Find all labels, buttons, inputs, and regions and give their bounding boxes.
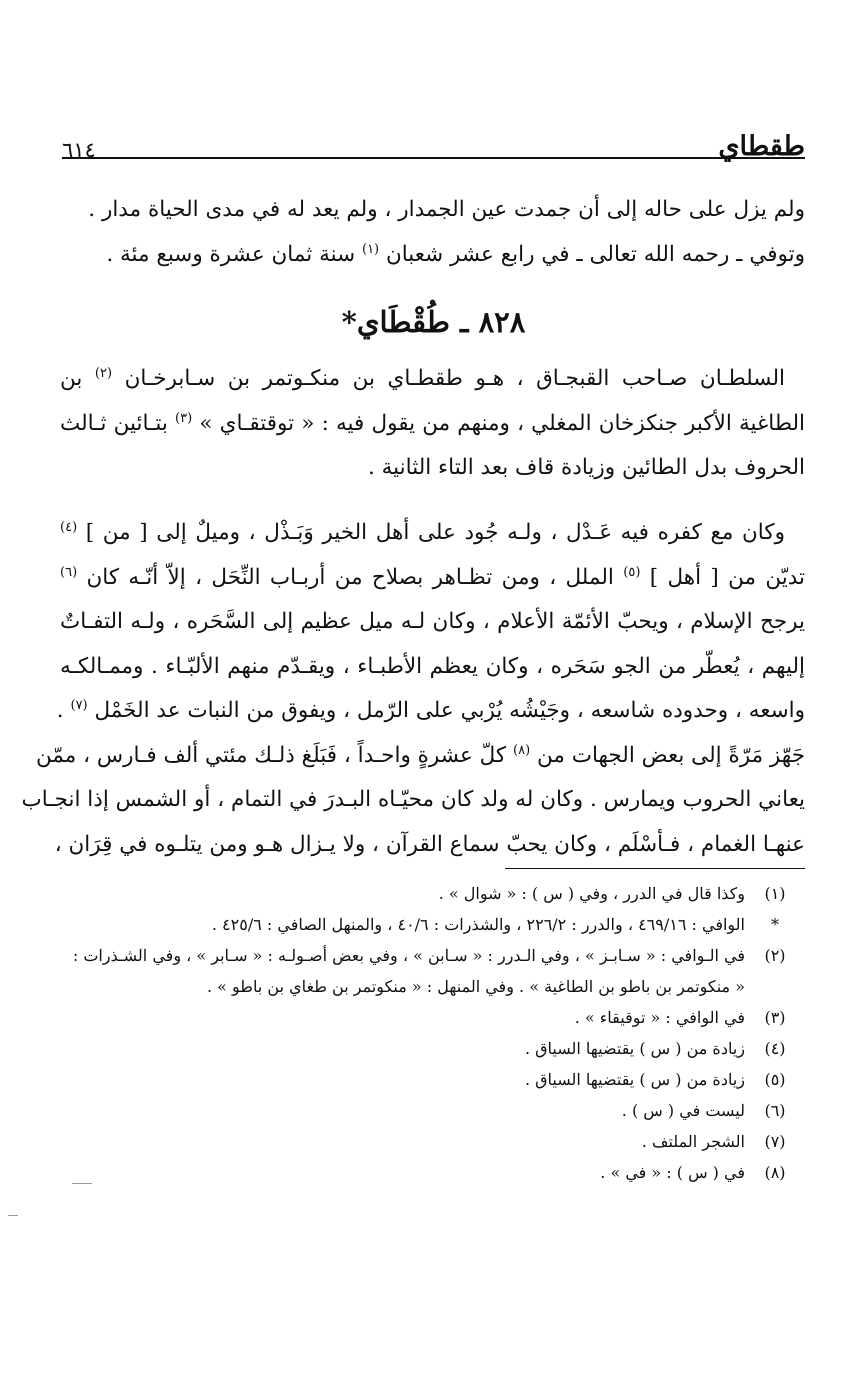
text-line	[60, 556, 805, 601]
scan-mark	[72, 1183, 92, 1184]
paragraph-2	[21, 511, 806, 867]
entry-heading: ٨٢٨ ـ طُقْطَاي*	[341, 305, 526, 339]
footnote	[60, 1126, 805, 1157]
note-ref: (٨)	[513, 742, 531, 758]
text-segment: جَهّز مَرّةً إلى بعض الجهات من	[536, 742, 805, 768]
text-line: ولم يزل على حاله إلى أن جمدت عين الجمدار ، ولم يعد له في مدى الحياة مدار .	[88, 197, 805, 222]
text-line	[60, 511, 805, 556]
footnote	[60, 878, 805, 909]
text-segment: الملل ، ومن تظـاهر بصلاح من أربـاب النِّحَل ، إلاّ أنّـه كان	[86, 564, 614, 590]
footnote-number: (٦)	[764, 1101, 786, 1120]
text-segment: واسعه ، وحدوده شاسعه ، وجَيْشُه يُرْبي على الرّمل ، ويفوق من النبات عد الخَمْل	[94, 698, 805, 723]
text-segment: وكان مع كفره فيه عَـدْل ، ولـه جُود على أهل الخير وَبَـذْل ، وميلٌ إلى [ من ]	[85, 520, 785, 545]
footnote-number: (٣)	[764, 1008, 786, 1027]
text-segment: السلطـان صـاحب القبجـاق ، هـو طقطـاي بن منكـوتمر بن سـابرخـان	[124, 366, 786, 391]
text-segment: كلّ عشرةٍ واحـداً ، فَبَلَغ ذلـك مئتي ألف فـارس ، ممّن	[35, 742, 507, 768]
footnote-text: زيادة من ( س ) يقتضيها السياق .	[524, 1039, 745, 1058]
footnote	[60, 1157, 805, 1188]
footnote-text: وكذا قال في الدرر ، وفي ( س ) : « شوال » .	[438, 884, 745, 903]
note-ref: (٢)	[94, 365, 113, 381]
text-line: إليهم ، يُعطّر من الجو سَحَره ، وكان يعظم الأطبـاء ، ويقـدّم منهم الألبّـاء . وممـالكـه	[60, 653, 805, 679]
note-ref: (١)	[361, 241, 380, 257]
footnote-rule	[505, 868, 805, 869]
text-line: الحروف بدل الطائين وزيادة قاف بعد التاء الثانية .	[367, 455, 805, 480]
footnote	[60, 1064, 805, 1095]
page-header	[62, 122, 805, 162]
footnote-number: (٢)	[764, 946, 786, 965]
text-segment: سنة ثمان عشرة وسبع مئة .	[106, 241, 356, 267]
scan-mark	[8, 1215, 18, 1216]
paragraph-1	[60, 357, 805, 491]
text-line	[35, 734, 805, 779]
footnote-text: زيادة من ( س ) يقتضيها السياق .	[524, 1070, 745, 1089]
page-number: ٦١٤	[62, 138, 96, 162]
footnote-text: في الوافي : « توقيقاء » .	[574, 1008, 745, 1027]
footnote-number: *	[771, 915, 779, 934]
footnote	[60, 940, 805, 971]
footnote	[60, 909, 805, 940]
footnote-text: في ( س ) : « في » .	[600, 1163, 745, 1182]
footnote-number: (٥)	[764, 1070, 786, 1089]
text-line: يرجح الإسلام ، ويحبّ الأئمّة الأعلام ، وكان لـه ميل عظيم إلى السَّحَره ، ولـه التفـاتٌ	[60, 609, 805, 634]
footnote	[60, 1002, 805, 1033]
note-ref: (٧)	[70, 697, 88, 713]
note-ref: (٤)	[60, 519, 78, 535]
footnote-number: (٨)	[764, 1163, 786, 1182]
footnotes	[60, 878, 805, 1188]
text-line: واسعه ، وحدوده شاسعه ، وجَيْشُه يُرْبي على الرّمل ، ويفوق من النبات عد الخَمْل $^{(٧)}$ .	[56, 697, 805, 723]
footnote-text: ليست في ( س ) .	[621, 1101, 745, 1120]
text-line: يعاني الحروب ويمارس . وكان له ولد كان محيّـاه البـدرَ في التمام ، أو الشمس إذا انجـاب	[21, 787, 805, 812]
text-line: عنهـا الغمام ، فـأسْلَم ، وكان يحبّ سماع القرآن ، ولا يـزال هـو ومن يتلـوه في قِرَان ،	[54, 831, 805, 857]
prev-entry-text	[60, 188, 805, 277]
footnote-text: في الـوافي : « سـابـز » ، وفي الـدرر : « سـابن » ، وفي بعض أصـولـه : « سـابر » ، وفي الشـذرات :	[72, 946, 745, 965]
footnote-number: (٧)	[764, 1132, 786, 1151]
text-segment: وتوفي ـ رحمه الله تعالى ـ في رابع عشر شعبان	[385, 241, 805, 267]
note-ref: (٦)	[60, 564, 78, 580]
note-ref: (٥)	[623, 564, 641, 580]
header-rule	[62, 157, 805, 159]
footnote-text: الشجر الملتف .	[641, 1132, 745, 1151]
text-segment: بتـائين ثـالث	[60, 410, 168, 436]
text-line	[60, 357, 805, 402]
text-line	[60, 402, 805, 447]
footnote	[60, 1033, 805, 1064]
footnote-number: (١)	[764, 884, 786, 903]
running-title: طقطاي	[718, 131, 805, 162]
footnote-number: (٤)	[764, 1039, 786, 1058]
footnote-continuation: « منكوتمر بن باطو بن الطاغية » . وفي المنهل : « منكوتمر بن طغاي بن باطو » .	[206, 977, 745, 996]
note-ref: (٣)	[175, 410, 193, 426]
footnote-text: الوافي : ٤٦٩/١٦ ، والدرر : ٢٢٦/٢ ، والشذرات : ٤٠/٦ ، والمنهل الصافي : ٤٢٥/٦ .	[211, 915, 745, 934]
text-segment: الطاغية الأكبر جنكزخان المغلي ، ومنهم من يقول فيه : « توقتقـاي »	[199, 410, 806, 436]
text-segment: بن	[60, 366, 83, 391]
text-segment: تديّن من [ أهل ]	[649, 564, 806, 590]
footnote	[60, 1095, 805, 1126]
text-line	[60, 233, 805, 278]
